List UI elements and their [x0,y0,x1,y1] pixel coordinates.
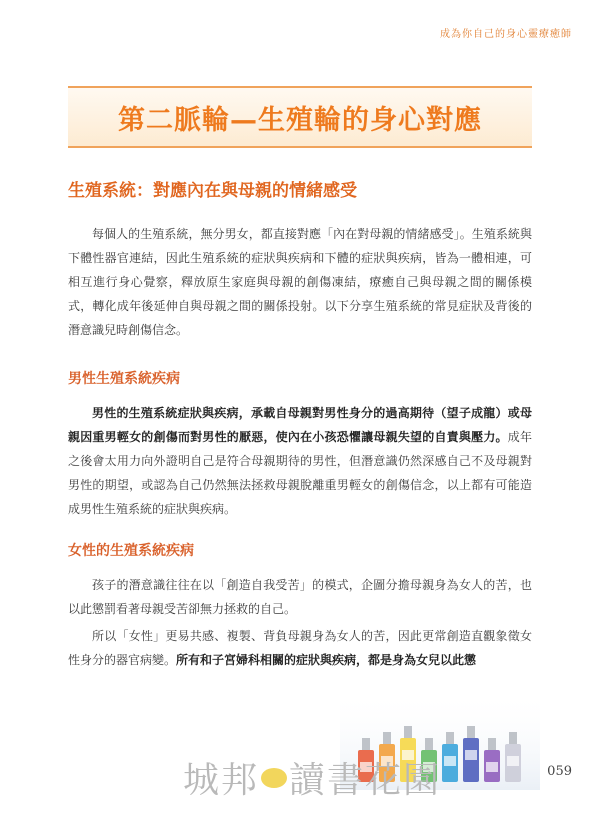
watermark-text-1: 城邦 [183,760,260,801]
female-paragraph-2-emphasis: 所有和子宮婦科相關的症狀與疾病，都是身為女兒以此懲 [176,653,477,667]
watermark-text-2: 讀書花園 [289,760,442,801]
male-section-heading: 男性生殖系統疾病 [68,371,180,387]
female-paragraph-2-body: 所以「女性」更易共感、複製、背負母親身為女人的苦，因此更常創造直觀象徵女性身分的器官病變。 [68,629,532,667]
mascot-icon [261,768,287,788]
female-section-heading: 女性的生殖系統疾病 [68,543,194,559]
chapter-title-banner [68,86,532,148]
chapter-title: 第二脈輪—生殖輪的身心對應 [118,104,482,136]
female-paragraph-2 [68,624,532,672]
running-head: 成為你自己的身心靈療癒師 [440,29,572,40]
male-paragraph-body: 成年之後會太用力向外證明自己是符合母親期待的男性，但潛意識仍然深感自己不及母親對男性的期望，或認為自己仍然無法拯救母親脫離重男輕女的創傷信念，以上都有可能造成男性生殖系統的症狀與疾病。 [68,430,532,516]
section-heading: 生殖系統：對應內在與母親的情緒感受 [68,181,357,201]
male-paragraph-emphasis: 男性的生殖系統症狀與疾病，承載自母親對男性身分的過高期待（望子成龍）或母親因重男輕女的創傷而對男性的厭惡，使內在小孩恐懼讓母親失望的自責與壓力。 [68,406,532,444]
female-paragraph-1: 孩子的潛意識往往在以「創造自我受苦」的模式，企圖分擔母親身為女人的苦，也以此懲罰看著母親受苦卻無力拯救的自己。 [68,578,532,616]
page-number: 059 [547,764,572,779]
male-paragraph [68,401,532,521]
publisher-watermark [183,752,441,803]
intro-paragraph: 每個人的生殖系統，無分男女，都直接對應「內在對母親的情緒感受」。生殖系統與下體性器官連結，因此生殖系統的症狀與疾病和下體的症狀與疾病，皆為一體相連，可相互進行身心覺察，釋放原生家庭與母親的創傷凍結，療癒自己與母親之間的關係模式，轉化成年後延伸自與母親之間的關係投射。以下分享生殖系統的常見症狀及背後的潛意識兒時創傷信念。 [68,227,532,337]
